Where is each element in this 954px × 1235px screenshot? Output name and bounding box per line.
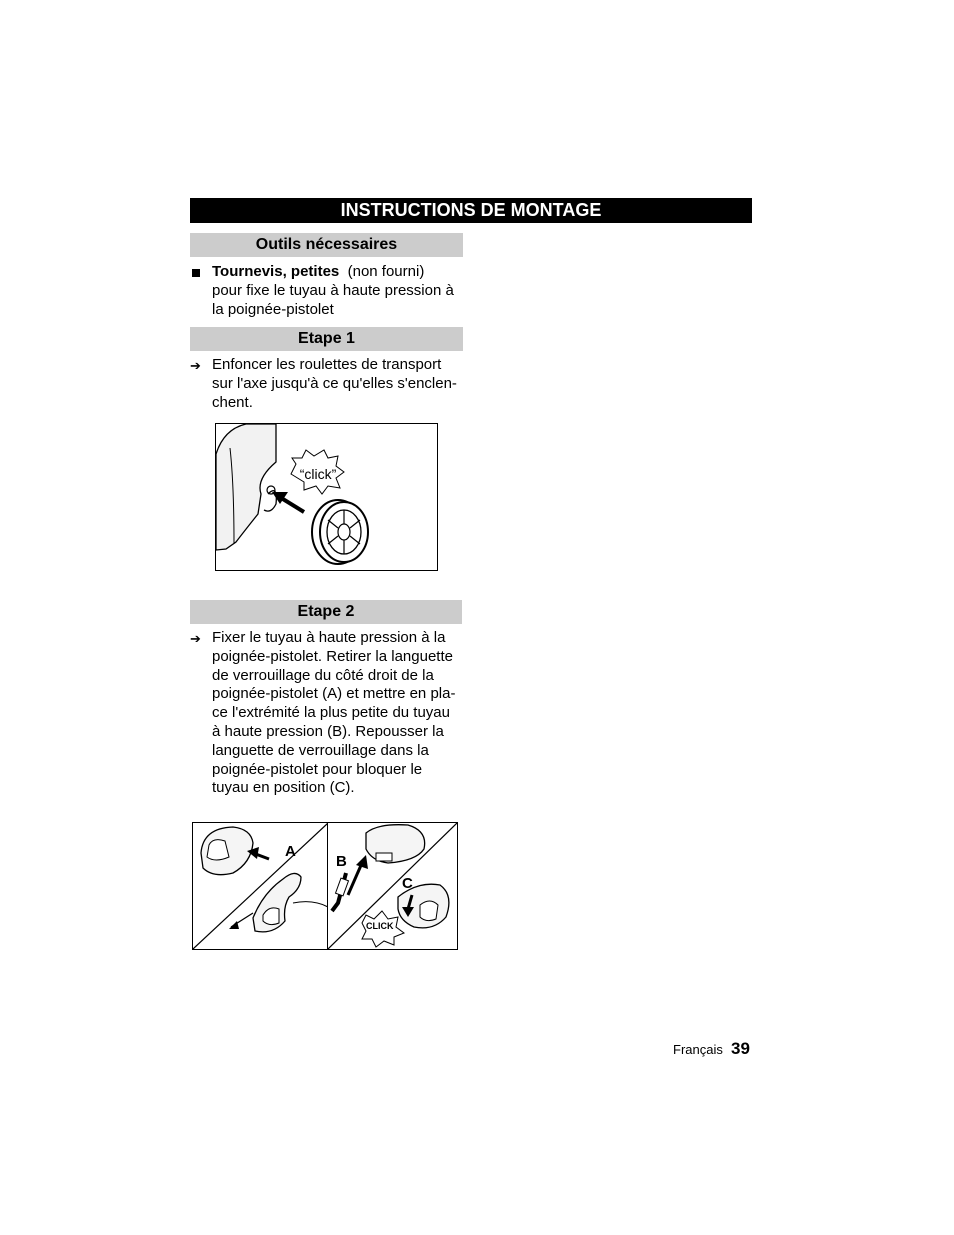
label-c: C <box>402 875 413 892</box>
wheel-illustration <box>216 424 437 570</box>
step2-text <box>212 629 464 798</box>
tools-item <box>212 263 464 319</box>
step1-text <box>212 356 464 412</box>
step2-line: poignée-pistolet (A) et mettre en pla- <box>212 685 456 703</box>
tools-item-line: pour fixe le tuyau à haute pression à <box>212 281 454 299</box>
step2-figure-right <box>327 822 458 950</box>
step2-line: de verrouillage du côté droit de la <box>212 666 434 684</box>
step2-heading: Etape 2 <box>190 600 462 624</box>
gun-handle-illustration <box>193 823 328 949</box>
tools-item-note: (non fourni) <box>347 263 425 280</box>
arrow-right-icon: ➔ <box>190 631 201 646</box>
footer-language: Français <box>673 1042 723 1057</box>
step2-line: Fixer le tuyau à haute pression à la <box>212 629 446 646</box>
step2-line: poignée-pistolet pour bloquer le <box>212 760 423 778</box>
step1-line: sur l'axe jusqu'à ce qu'elles s'enclen- <box>212 374 457 392</box>
step2-line: ce l'extrémité la plus petite du tuyau <box>212 704 450 722</box>
step2-line: poignée-pistolet. Retirer la languette <box>212 647 453 665</box>
page-number: 39 <box>731 1039 750 1058</box>
step1-line: Enfoncer les roulettes de transport <box>212 356 442 373</box>
section-title: INSTRUCTIONS DE MONTAGE <box>190 198 752 223</box>
step1-line: chent. <box>212 393 253 411</box>
black-square-icon <box>192 269 200 277</box>
tools-heading: Outils nécessaires <box>190 233 463 257</box>
step2-line: à haute pression (B). Repousser la <box>212 722 444 740</box>
step1-heading: Etape 1 <box>190 327 463 351</box>
tools-item-line: la poignée-pistolet <box>212 300 334 318</box>
step2-line: tuyau en position (C). <box>212 779 355 797</box>
label-b: B <box>336 853 347 870</box>
label-a: A <box>285 843 296 860</box>
step1-figure <box>215 423 438 571</box>
tools-item-title <box>212 263 464 282</box>
tools-item-bold: Tournevis, petites <box>212 263 340 280</box>
click-text: “click” <box>299 466 337 482</box>
step2-figure-left <box>192 822 329 950</box>
step2-line: languette de verrouillage dans la <box>212 741 429 759</box>
click-label: CLICK <box>366 921 394 931</box>
arrow-right-icon: ➔ <box>190 358 201 373</box>
